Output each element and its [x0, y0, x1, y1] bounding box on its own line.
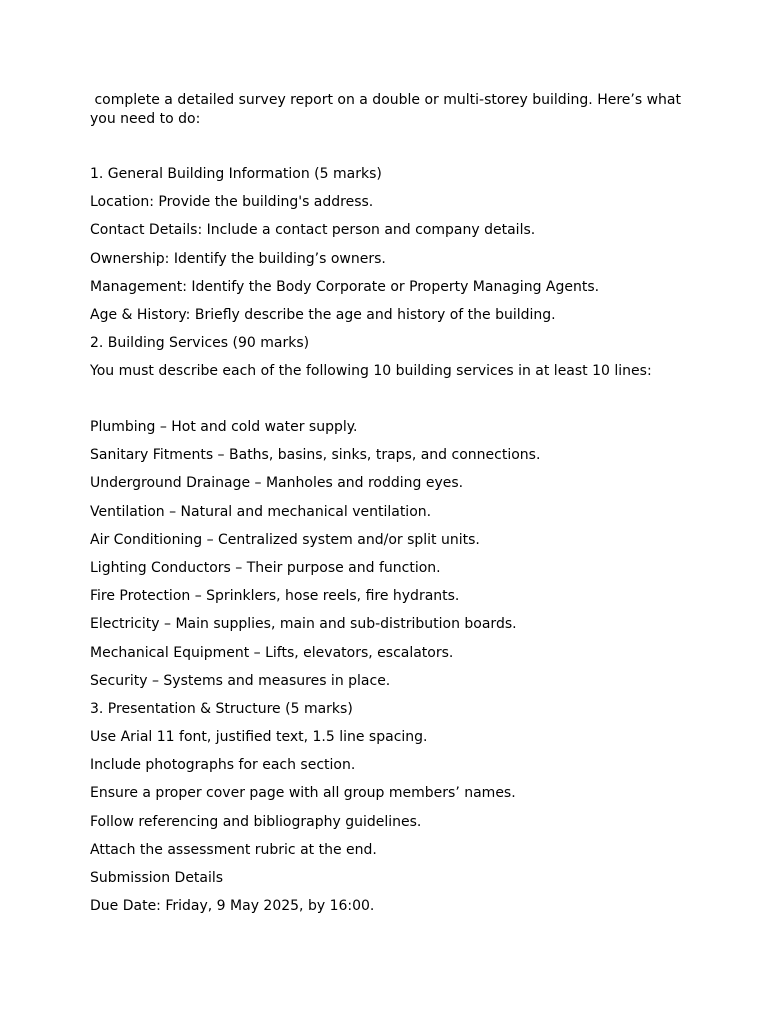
- section-instruction: You must describe each of the following 10 building services in at least 10 lines:: [90, 363, 652, 380]
- list-item: Location: Provide the building's address.: [90, 194, 374, 211]
- blank-line: [90, 391, 690, 419]
- list-item: Ventilation – Natural and mechanical ventilation.: [90, 503, 432, 520]
- list-item: Management: Identify the Body Corporate or Property Managing Agents.: [90, 278, 600, 295]
- list-item: Security – Systems and measures in place.: [90, 672, 391, 689]
- list-item: Include photographs for each section.: [90, 757, 356, 774]
- list-item: Ensure a proper cover page with all group members’ names.: [90, 785, 516, 802]
- list-item: Lighting Conductors – Their purpose and function.: [90, 559, 441, 576]
- intro-paragraph: complete a detailed survey report on a double or multi-storey building. Here’s what you need to do:: [90, 92, 686, 127]
- list-item: Use Arial 11 font, justified text, 1.5 line spacing.: [90, 729, 428, 746]
- list-item: Follow referencing and bibliography guidelines.: [90, 813, 422, 830]
- section-heading-general-info: 1. General Building Information (5 marks): [90, 166, 382, 182]
- list-item: Ownership: Identify the building’s owners.: [90, 250, 386, 267]
- due-date: Due Date: Friday, 9 May 2025, by 16:00.: [90, 898, 375, 915]
- section-heading-presentation: 3. Presentation & Structure (5 marks): [90, 700, 353, 717]
- list-item: Plumbing – Hot and cold water supply.: [90, 419, 358, 435]
- list-item: Underground Drainage – Manholes and rodding eyes.: [90, 475, 464, 492]
- list-item: Sanitary Fitments – Baths, basins, sinks, traps, and connections.: [90, 447, 541, 464]
- section-heading-submission: Submission Details: [90, 870, 224, 886]
- list-item: Mechanical Equipment – Lifts, elevators, escalators.: [90, 644, 454, 661]
- list-item: Attach the assessment rubric at the end.: [90, 841, 377, 858]
- list-item: Electricity – Main supplies, main and sub-distribution boards.: [90, 616, 517, 633]
- section-heading-building-services: 2. Building Services (90 marks): [90, 335, 310, 352]
- list-item: Fire Protection – Sprinklers, hose reels, fire hydrants.: [90, 588, 460, 605]
- list-item: Contact Details: Include a contact person and company details.: [90, 222, 536, 239]
- list-item: Age & History: Briefly describe the age and history of the building.: [90, 306, 556, 323]
- list-item: Air Conditioning – Centralized system and/or split units.: [90, 531, 480, 548]
- document-body: [90, 91, 690, 925]
- blank-line: [90, 128, 690, 165]
